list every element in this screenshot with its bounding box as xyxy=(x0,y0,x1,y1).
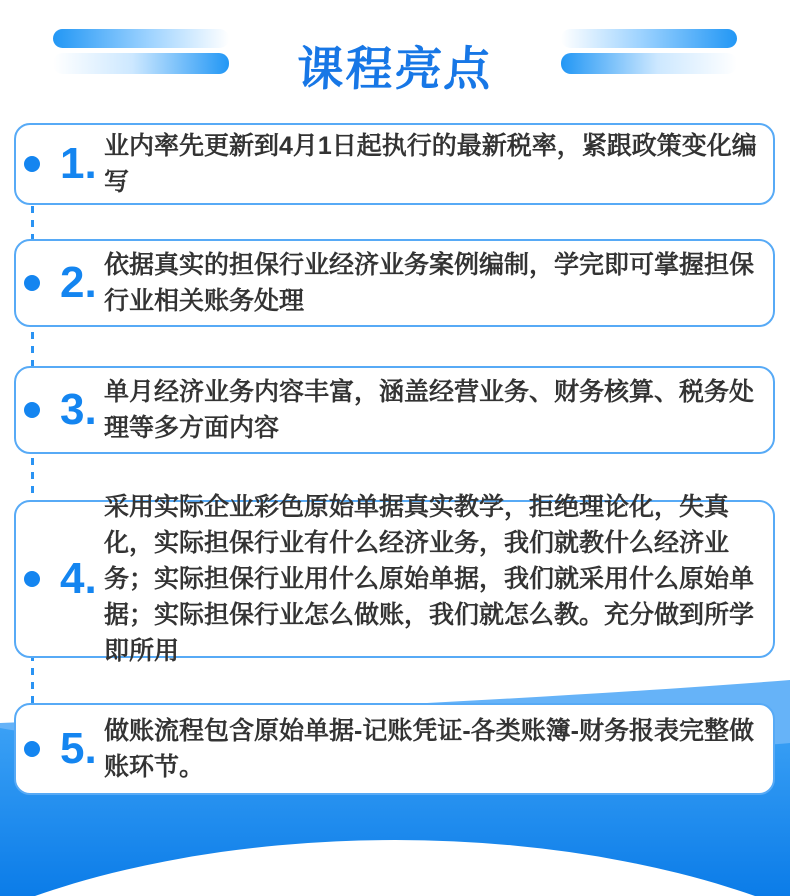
highlight-text: 采用实际企业彩色原始单据真实教学，拒绝理论化，失真化，实际担保行业有什么经济业务，我们就教什么经济业务；实际担保行业用什么原始单据，我们就采用什么原始单据；实际担保行业怎么做账，我们就怎么教。充分做到所学即所用 xyxy=(104,493,755,665)
highlight-number: 2. xyxy=(60,258,97,307)
highlight-card-2 xyxy=(14,239,775,327)
highlight-text: 业内率先更新到4月1日起执行的最新税率，紧跟政策变化编写 xyxy=(104,132,757,196)
highlight-text: 做账流程包含原始单据-记账凭证-各类账簿-财务报表完整做账环节。 xyxy=(104,717,754,781)
highlight-number: 4. xyxy=(60,554,97,603)
highlight-card-5 xyxy=(14,703,775,795)
highlight-number: 1. xyxy=(60,139,97,188)
highlight-card-1 xyxy=(14,123,775,205)
timeline-dot xyxy=(24,275,40,291)
highlight-number: 3. xyxy=(60,385,97,434)
highlight-number: 5. xyxy=(60,724,97,773)
timeline-dot xyxy=(24,741,40,757)
highlight-text: 单月经济业务内容丰富，涵盖经营业务、财务核算、税务处理等多方面内容 xyxy=(104,378,755,442)
highlight-card-3 xyxy=(14,366,775,454)
highlight-text: 依据真实的担保行业经济业务案例编制，学完即可掌握担保行业相关账务处理 xyxy=(104,251,755,315)
timeline-dot xyxy=(24,571,40,587)
highlight-card-4 xyxy=(14,493,775,665)
timeline-dot xyxy=(24,156,40,172)
timeline-dot xyxy=(24,402,40,418)
page-title: 课程亮点 xyxy=(295,44,495,96)
